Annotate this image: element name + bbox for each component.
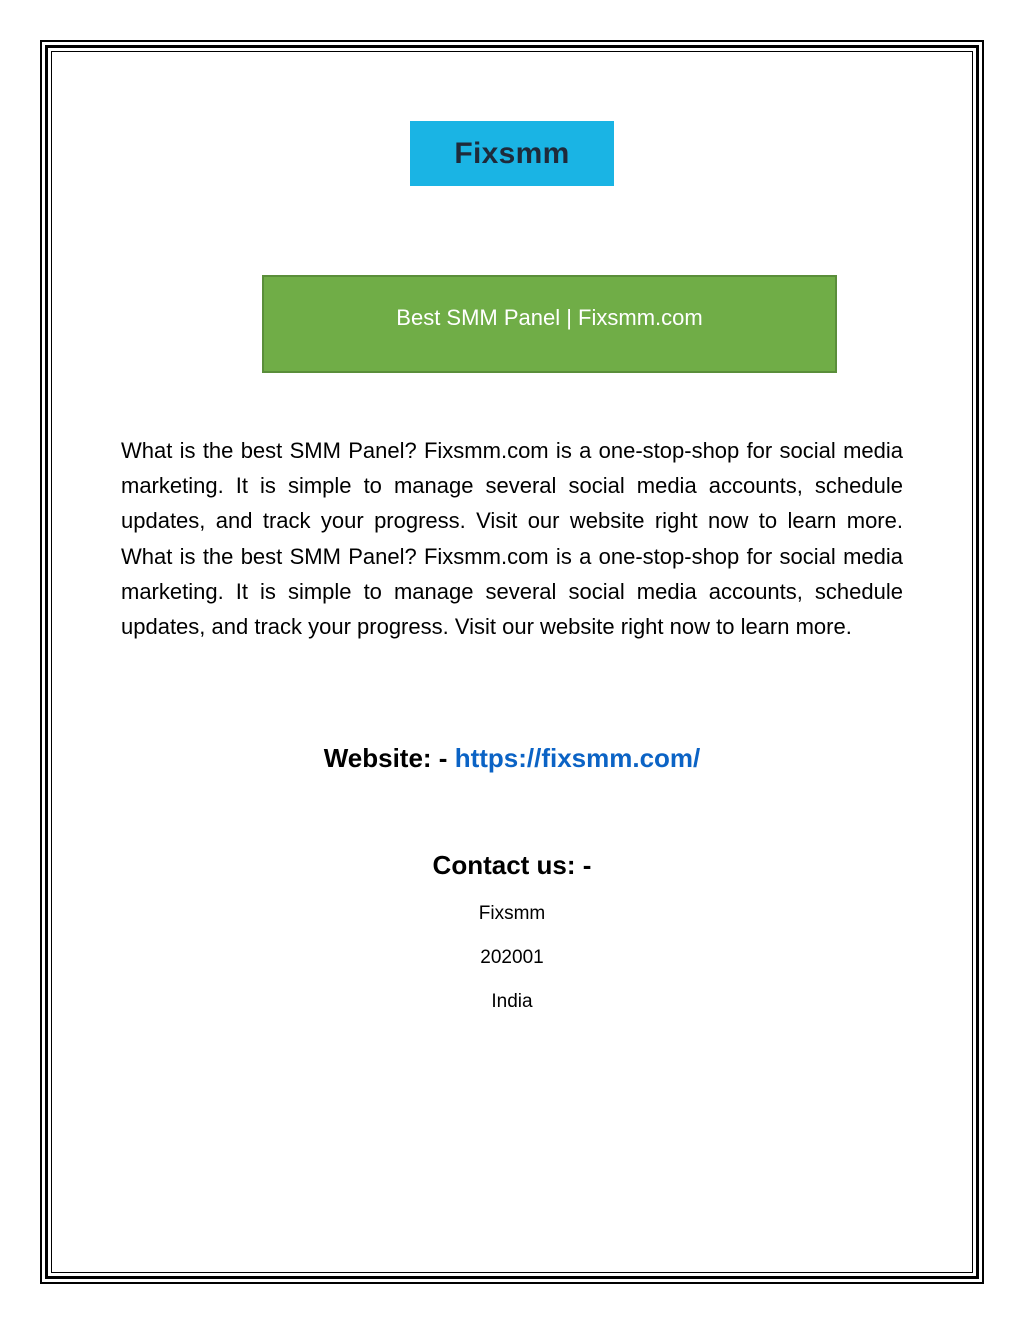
website-line bbox=[0, 743, 1024, 774]
contact-postal-code: 202001 bbox=[480, 947, 544, 968]
contact-heading: Contact us: - bbox=[432, 850, 592, 880]
page-border-inner bbox=[51, 51, 973, 1273]
logo-text: Fixsmm bbox=[454, 136, 570, 170]
contact-name: Fixsmm bbox=[478, 903, 546, 924]
description-paragraph: What is the best SMM Panel? Fixsmm.com is a one-stop-shop for social media marketing. It is simple to manage several social media accounts, schedule updates, and track your progress. Visit our website right now to learn more. What is the best SMM Panel? Fixsmm.com is a one-stop-shop for social media marketing. It is simple to manage several social media accounts, schedule updates, and track your progress. Visit our website right now to learn more. bbox=[121, 438, 903, 640]
banner-title: Best SMM Panel | Fixsmm.com bbox=[396, 305, 703, 330]
website-label: Website: - bbox=[323, 743, 455, 773]
fixsmm-logo bbox=[410, 121, 614, 186]
title-banner bbox=[262, 275, 837, 373]
website-link[interactable]: https://fixsmm.com/ bbox=[454, 743, 701, 773]
contact-country: India bbox=[491, 991, 533, 1012]
